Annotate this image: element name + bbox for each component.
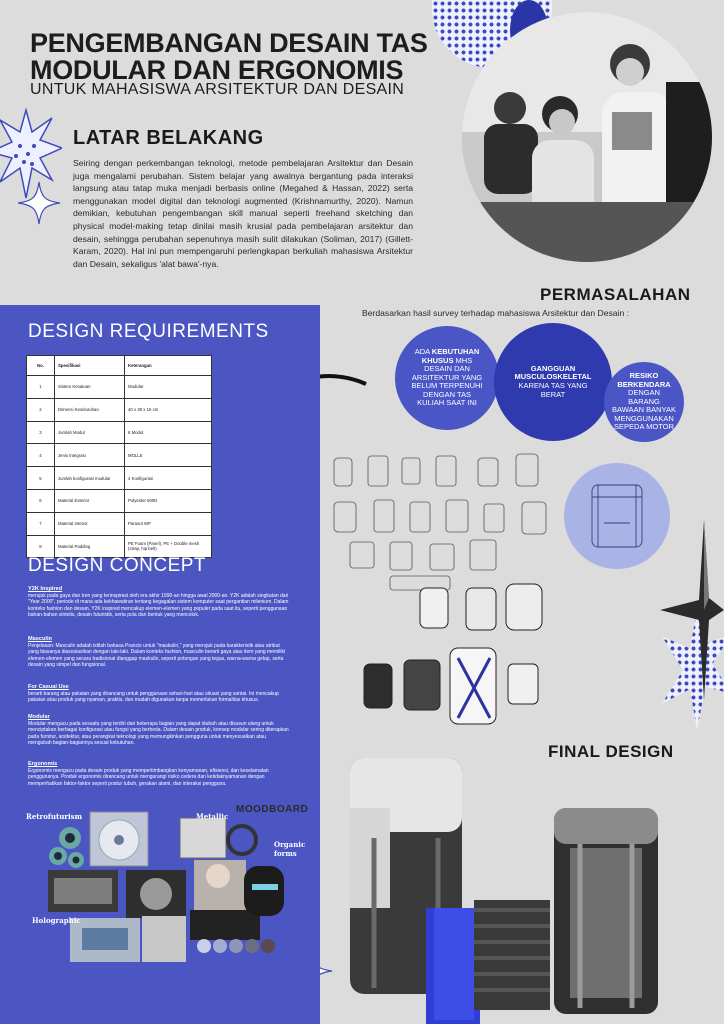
table-cell: PE Foam (Panel), PE + Double mesh (strap, hip belt) xyxy=(125,535,212,558)
concept-title: Ergonomis xyxy=(28,761,58,767)
title-line-2: MODULAR DAN ERGONOMIS xyxy=(30,55,404,85)
table-cell: Polyester 600D xyxy=(125,489,212,512)
moodboard-label-metallic: Metallic xyxy=(196,812,229,821)
table-cell: 8 xyxy=(27,535,55,558)
table-cell: Jumlah konfigurasi modular xyxy=(55,467,125,490)
final-design-render-back xyxy=(474,900,550,1010)
palette-swatch xyxy=(229,939,243,953)
palette-swatch xyxy=(261,939,275,953)
table-cell: 3 xyxy=(27,421,55,444)
palette-swatch xyxy=(197,939,211,953)
sparkle-icon xyxy=(16,180,62,226)
concept-ergonomis xyxy=(28,761,290,787)
moodboard-heading: MOODBOARD xyxy=(236,804,309,815)
design-requirements-heading: DESIGN REQUIREMENTS xyxy=(28,321,269,342)
problem-bubble-3: RESIKO BERKENDARA DENGAN BARANG BAWAAN BANYAK MENGGUNAKAN SEPEDA MOTOR xyxy=(604,362,684,442)
problem-bubble-2: GANGGUAN MUSCULOSKELETAL KARENA TAS YANG BERAT xyxy=(494,323,612,441)
moodboard-label-organic: Organic forms xyxy=(274,840,306,858)
table-row xyxy=(27,512,212,535)
table-cell: Parasut WP xyxy=(125,512,212,535)
concept-y2k xyxy=(28,586,290,619)
concept-body: Penjelasan: Masculin adalah istilah bahasa Prancis untuk "maskulin," yang merujuk pada karakteristik atau atribut yang biasanya diasosiasikan dengan laki-laki. Dalam konteks fashion, masculin berarti gaya atau item yang memiliki elemen-elemen yang secara tradisional dianggap maskulin, seperti potongan yang tegas, warna-warna gelap, serta desain yang simpel dan fungsional. xyxy=(28,642,286,669)
palette-swatch xyxy=(213,939,227,953)
table-cell: Material Padding xyxy=(55,535,125,558)
table-cell: Material Interior xyxy=(55,512,125,535)
concept-modular xyxy=(28,714,290,747)
table-cell: Dimensi Keseluruhan xyxy=(55,398,125,421)
permasalahan-heading: PERMASALAHAN xyxy=(540,285,691,304)
table-cell: Jumlah Modul xyxy=(55,421,125,444)
table-row xyxy=(27,444,212,467)
table-cell: Sistem Kesatuan xyxy=(55,376,125,399)
table-cell: 7 xyxy=(27,512,55,535)
moodboard-collage xyxy=(26,800,306,970)
concept-body: merujuk pada gaya dan tren yang terinspirasi oleh era akhir 1990-an hingga awal 2000-an. Y2K adalah singkatan dari "Year 2000", periode di mana ada kekhawatiran tentang kegagalan sistem komputer saat pergantian milenium. Dalam konteks fashion dan desain, Y2K inspired mencakup elemen-elemen yang populer pada saat itu, seperti penggunaan bahan-bahan sintetis, desain futuristik, serta pola dan bentuk yang mencolok. xyxy=(28,592,289,619)
table-cell: 2 xyxy=(27,398,55,421)
permasalahan-intro: Berdasarkan hasil survey terhadap mahasiswa Arsitektur dan Desain : xyxy=(362,308,630,318)
concept-body: Ergonomis mengacu pada desain produk yang mempertimbangkan kenyamanan, efisiensi, dan keselamatan penggunanya. Produk ergonomis dirancang untuk mengurangi risiko cedera dan ketidaknyamanan dengan memperhatikan faktor-faktor seperti postur tubuh, gerakan alami, dan interaksi pengguna. xyxy=(28,767,269,787)
table-cell: 6 xyxy=(27,489,55,512)
concept-masculin xyxy=(28,636,290,669)
table-cell: 5 xyxy=(27,467,55,490)
requirements-table xyxy=(26,355,212,558)
compass-star-icon xyxy=(660,520,724,700)
design-concept-heading: DESIGN CONCEPT xyxy=(28,555,207,576)
poster-title xyxy=(30,30,450,84)
table-cell: Material Exterior xyxy=(55,489,125,512)
sketch-gallery xyxy=(330,448,560,738)
concept-title: Y2K Inspired xyxy=(28,586,63,592)
column-header: No. xyxy=(27,356,55,376)
table-row xyxy=(27,467,212,490)
latar-belakang-heading: LATAR BELAKANG xyxy=(73,127,264,149)
poster-subtitle: UNTUK MAHASISWA ARSITEKTUR DAN DESAIN xyxy=(30,81,405,98)
table-row xyxy=(27,376,212,399)
table-row xyxy=(27,398,212,421)
concept-title: Modular xyxy=(28,714,50,720)
latar-belakang-body: Seiring dengan perkembangan teknologi, metode pembelajaran Arsitektur dan Desain juga mengalami perubahan. Sistem belajar yang awalnya bergantung pada interaksi langsung atau tatap muka menjadi berbasis online (Megahed & Hassan, 2022) serta menggunakan model digital dan teknologi augmented (Krishnamurthy, 2020). Namun demikian, kebutuhan pengembangan skill manual seperti freehand sketching dan physical model-making tetap dinilai masih krusial pada pembelajaran arsitektur dan desain, sehingga perubahan sepenuhnya masih sulit dilakukan (Soliman, 2017) (Gillett-Karam, 2020). Hal ini pun mempengaruhi perlengkapan berkuliah mahasiswa Arsitektur dan Desain, sekaligus 'alat bawa'-nya. xyxy=(73,158,413,269)
table-cell: 1 xyxy=(27,376,55,399)
palette-swatch xyxy=(245,939,259,953)
table-row xyxy=(27,421,212,444)
column-header: Keterangan xyxy=(125,356,212,376)
table-cell: Jenis Integrasi xyxy=(55,444,125,467)
concept-body: berarti barang atau pakaian yang dirancang untuk penggunaan sehari-hari atau situasi yang santai. Ini mencakup pakaian atau produk yang nyaman, praktis, dan mudah digunakan tanpa memerlukan formalitas khusus. xyxy=(28,690,279,704)
table-header-row xyxy=(27,356,212,376)
table-cell: 6 Modul xyxy=(125,421,212,444)
table-cell: MOLLE xyxy=(125,444,212,467)
table-cell: 4 Konfigurasi xyxy=(125,467,212,490)
students-photo xyxy=(462,12,712,262)
final-design-heading: FINAL DESIGN xyxy=(548,742,674,761)
problem-bubble-1: ADA KEBUTUHAN KHUSUS MHS DESAIN DAN ARSITEKTUR YANG BELUM TERPENUHI DENGAN TAS KULIAH SAAT INI xyxy=(395,326,499,430)
title-line-1: PENGEMBANGAN DESAIN TAS xyxy=(30,28,428,58)
final-design-render-front xyxy=(340,758,480,1024)
final-design-render-side xyxy=(546,808,666,1018)
column-header: Spesifikasi xyxy=(55,356,125,376)
color-palette xyxy=(197,939,275,953)
concept-title: Masculin xyxy=(28,636,52,642)
table-row xyxy=(27,489,212,512)
concept-body: Modular mengacu pada sesuatu yang terdiri dari beberapa bagian yang dapat diubah atau disusun ulang untuk menciptakan berbagai konfigurasi atau fungsi yang berbeda. Dalam desain produk, konsep modular sering diterapkan pada furnitur, arsitektur, atau perangkat teknologi yang memungkinkan pengguna untuk menyesuaikan atau mengubah bagian-bagiannya sesuai kebutuhan. xyxy=(28,720,289,747)
table-cell: 40 x 30 x 15 cm xyxy=(125,398,212,421)
moodboard-label-holographic: Holographic xyxy=(32,916,81,925)
concept-casual xyxy=(28,684,290,704)
moodboard-label-retrofuturism: Retrofuturism xyxy=(26,812,82,821)
concept-title: For Casual Use xyxy=(28,684,69,690)
sketch-detail-circle xyxy=(564,463,670,569)
table-cell: 4 xyxy=(27,444,55,467)
table-cell: Modular xyxy=(125,376,212,399)
